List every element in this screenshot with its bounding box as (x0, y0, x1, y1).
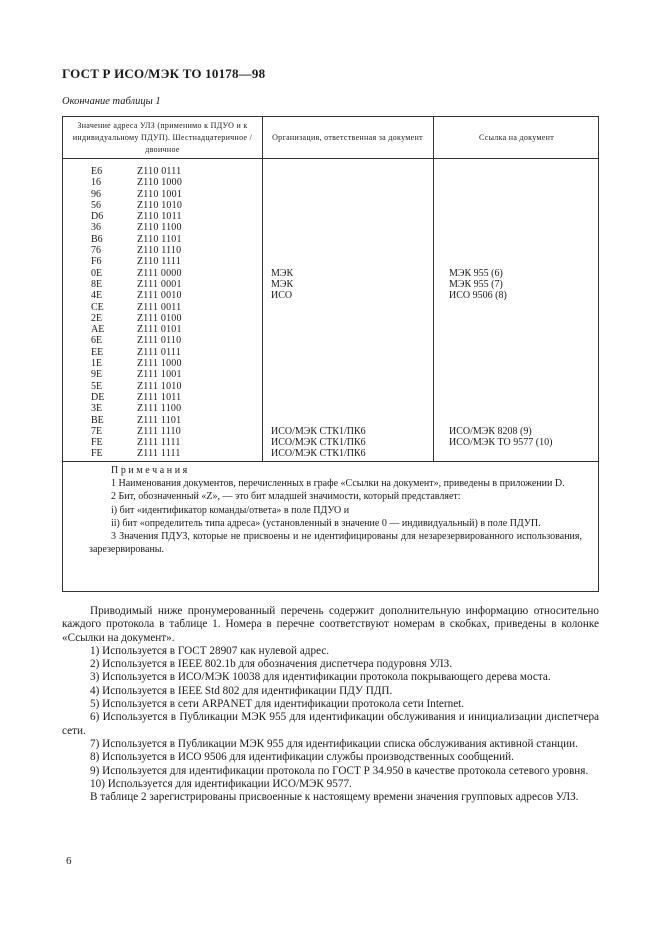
list-item: 5) Используется в сети ARPANET для идентификации протокола сети Internet. (90, 698, 465, 711)
table-cell-org (271, 302, 431, 313)
table-cell-bin: Z110 1000 (137, 177, 183, 189)
table-cell-hex: D6 (91, 211, 104, 223)
table-cell-org (271, 403, 431, 414)
table-cell-org (271, 335, 431, 346)
column-divider (433, 117, 434, 461)
table-cell-bin: Z111 1101 (137, 414, 182, 426)
table-cell-hex: 1E (91, 358, 103, 370)
table-cell-ref (449, 347, 599, 358)
table-cell-hex: 9E (91, 369, 103, 381)
table-cell-hex: F6 (91, 256, 102, 268)
table-cell-hex: B6 (91, 233, 103, 245)
table-cell-org (271, 392, 431, 403)
table-cell-hex: DE (91, 391, 105, 403)
table-cell-ref (449, 189, 599, 200)
table-cell-ref (449, 166, 599, 177)
table-cell-ref (449, 335, 599, 346)
table-cell-org: ИСО (271, 290, 293, 302)
hex-column (91, 166, 131, 460)
notes-title: Примечания (111, 465, 190, 476)
table-cell-hex: 96 (91, 188, 101, 200)
table-cell-ref (449, 256, 599, 267)
table-cell-bin: Z110 1001 (137, 188, 183, 200)
table-cell-org: МЭК (271, 267, 294, 279)
table-cell-bin: Z110 1011 (137, 211, 182, 223)
table-cell-hex: FE (91, 448, 103, 460)
table-notes (63, 464, 600, 556)
table-cell-ref (449, 177, 599, 188)
table-cell-hex: CE (91, 301, 104, 313)
table-cell-ref (449, 302, 599, 313)
table-cell-bin: Z111 0110 (137, 335, 182, 347)
table-cell-ref (449, 211, 599, 222)
table-cell-org (271, 234, 431, 245)
list-item: 1) Используется в ГОСТ 28907 как нулевой адрес. (90, 644, 330, 657)
table-cell-bin: Z111 1001 (137, 369, 182, 381)
table-cell-bin: Z111 0011 (137, 301, 182, 313)
column-header-address: Значение адреса УЛЗ (применимо к ПДУО и к индивидуальному ПДУП). Шестнадцатеричное / двоичное (72, 120, 253, 154)
list-item: 8) Используется в ИСО 9506 для идентификации службы производственных сообщений. (90, 751, 514, 764)
table-cell-org (271, 177, 431, 188)
table-cell-bin: Z110 1111 (137, 256, 181, 268)
note-2-i: i) бит «идентификатор команды/ответа» в поле ПДУО и (111, 504, 350, 516)
table-cell-org: МЭК (271, 278, 294, 290)
organization-column (271, 166, 431, 460)
table-cell-org (271, 211, 431, 222)
table-cell-ref (449, 234, 599, 245)
table-cell-hex: 56 (91, 199, 101, 211)
list-item: 2) Используется в IEEE 802.1b для обозначения диспетчера подуровня УЛЗ. (90, 658, 453, 671)
table-cell-org (271, 245, 431, 256)
table-cell-ref (449, 381, 599, 392)
body-text (62, 605, 599, 804)
list-item: 6) Используется в Публикации МЭК 955 для идентификации обслуживания и инициализации диспетчера сети. (62, 711, 599, 737)
table-cell-bin: Z111 0100 (137, 312, 182, 324)
table-cell-ref: МЭК 955 (7) (449, 278, 503, 290)
table-cell-hex: 36 (91, 222, 101, 234)
note-3: 3 Значения ПДУЗ, которые не присвоены и не идентифицированы для незарезервированного использования, зарезервированы. (89, 531, 582, 556)
table-cell-bin: Z111 1111 (137, 437, 181, 449)
table-cell-org (271, 415, 431, 426)
table-cell-org: ИСО/МЭК СТК1/ПК6 (271, 425, 366, 437)
table-cell-org (271, 324, 431, 335)
table-cell-bin: Z110 0111 (137, 166, 182, 177)
table-cell-hex: 6E (91, 335, 103, 347)
table-cell-bin: Z110 1010 (137, 199, 183, 211)
page-title: ГОСТ Р ИСО/МЭК ТО 10178—98 (62, 66, 266, 81)
column-divider (262, 117, 263, 461)
table-cell-bin: Z111 1000 (137, 358, 182, 370)
table-cell-org (271, 222, 431, 233)
table-cell-bin: Z111 0000 (137, 267, 182, 279)
binary-column (137, 166, 217, 460)
table-cell-bin: Z111 1111 (137, 448, 181, 460)
table-cell-ref (449, 392, 599, 403)
table-cell-hex: FE (91, 437, 103, 449)
table-cell-ref: ИСО/МЭК 8208 (9) (449, 425, 532, 437)
table-cell-ref (449, 324, 599, 335)
table-cell-org (271, 313, 431, 324)
table-cell-ref (449, 358, 599, 369)
table-cell-hex: BE (91, 414, 104, 426)
table-cell-org (271, 189, 431, 200)
table-cell-org (271, 256, 431, 267)
table-cell-ref (449, 369, 599, 380)
table-cell-hex: 7E (91, 425, 103, 437)
table-cell-hex: E6 (91, 166, 103, 177)
intro-paragraph: Приводимый ниже пронумерованный перечень содержит дополнительную информацию относительно каждого протокола в таблице 1. Номера в перечне соответствуют номерам в скобках, приведены в колонке «Ссылки на документ». (62, 605, 599, 644)
table-cell-org (271, 369, 431, 380)
address-table (62, 116, 599, 592)
table-cell-org (271, 200, 431, 211)
table-cell-ref: ИСО/МЭК ТО 9577 (10) (449, 437, 553, 449)
table-cell-ref (449, 403, 599, 414)
table-cell-org (271, 381, 431, 392)
table-cell-hex: 4E (91, 290, 103, 302)
table-cell-bin: Z111 0101 (137, 324, 182, 336)
table-cell-hex: 8E (91, 278, 103, 290)
table-cell-ref (449, 313, 599, 324)
note-1: 1 Наименования документов, перечисленных в графе «Ссылки на документ», приведены в приложении D. (111, 478, 565, 490)
header-divider (63, 158, 598, 159)
table-cell-bin: Z110 1101 (137, 233, 182, 245)
table-cell-ref: ИСО 9506 (8) (449, 290, 507, 302)
notes-divider (63, 461, 598, 462)
table-cell-org (271, 166, 431, 177)
list-item: 4) Используется в IEEE Std 802 для идентификации ПДУ ПДП. (90, 684, 393, 697)
table-cell-org (271, 347, 431, 358)
table-cell-bin: Z111 1110 (137, 425, 181, 437)
table-cell-bin: Z111 0111 (137, 346, 181, 358)
table-cell-hex: 2E (91, 312, 103, 324)
table-cell-hex: 16 (91, 177, 101, 189)
note-2: 2 Бит, обозначенный «Z», — это бит младшей значимости, который представляет: (111, 491, 461, 503)
table-cell-ref (449, 245, 599, 256)
column-header-organization: Организация, ответственная за документ (272, 132, 423, 142)
closing-paragraph: В таблице 2 зарегистрированы присвоенные к настоящему времени значения групповых адресов УЛЗ. (90, 791, 579, 804)
list-item: 7) Используется в Публикации МЭК 955 для идентификации списка обслуживания активной станции. (90, 737, 578, 750)
table-cell-ref (449, 222, 599, 233)
reference-column (449, 166, 599, 460)
table-cell-org: ИСО/МЭК СТК1/ПК6 (271, 448, 366, 460)
table-cell-bin: Z110 1100 (137, 222, 182, 234)
page-number: 6 (66, 855, 72, 867)
table-cell-bin: Z110 1110 (137, 245, 182, 257)
list-item: 9) Используется для идентификации протокола по ГОСТ Р 34.950 в качестве протокола сетевого уровня. (90, 764, 589, 777)
table-caption: Окончание таблицы 1 (62, 96, 161, 107)
table-cell-bin: Z111 0001 (137, 278, 182, 290)
list-item: 10) Используется для идентификации ИСО/МЭК 9577. (90, 777, 352, 790)
note-2-ii: ii) бит «определитель типа адреса» (установленный в значение 0 — индивидуальный) в поле ПДУП. (111, 517, 541, 529)
table-cell-hex: 5E (91, 380, 103, 392)
table-cell-hex: AE (91, 324, 105, 336)
column-header-reference: Ссылка на документ (478, 132, 555, 142)
table-cell-ref (449, 448, 599, 459)
table-cell-hex: 76 (91, 245, 101, 257)
table-cell-bin: Z111 1010 (137, 380, 182, 392)
table-cell-org: ИСО/МЭК СТК1/ПК6 (271, 437, 366, 449)
table-cell-bin: Z111 0010 (137, 290, 182, 302)
list-item: 3) Используется в ИСО/МЭК 10038 для идентификации протокола покрывающего дерева моста. (90, 671, 551, 684)
table-cell-ref (449, 415, 599, 426)
table-cell-hex: 0E (91, 267, 103, 279)
table-cell-ref (449, 200, 599, 211)
table-cell-bin: Z111 1011 (137, 391, 182, 403)
table-cell-hex: EE (91, 346, 104, 358)
table-cell-bin: Z111 1100 (137, 403, 182, 415)
table-cell-org (271, 358, 431, 369)
table-cell-ref: МЭК 955 (6) (449, 267, 503, 279)
table-cell-hex: 3E (91, 403, 103, 415)
